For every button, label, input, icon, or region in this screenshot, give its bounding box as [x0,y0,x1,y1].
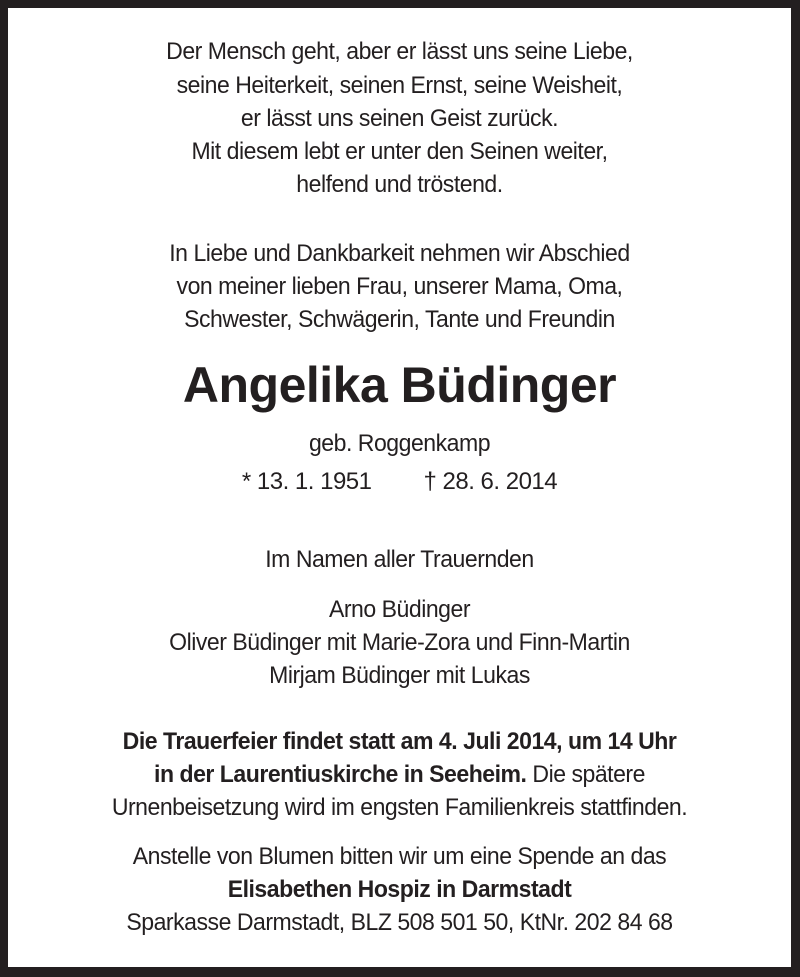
service-line-date: Die Trauerfeier findet statt am 4. Juli 2014, um 14 Uhr [122,728,677,755]
service-line-location [24,761,776,789]
birth-date: * 13. 1. 1951 [241,468,372,495]
poem-line: Mit diesem lebt er unter den Seinen weiter, [191,138,608,165]
poem-line: helfend und tröstend. [296,171,503,198]
poem-line: seine Heiterkeit, seinen Ernst, seine Weisheit, [176,72,623,99]
obituary-notice [8,8,791,967]
poem-line: er lässt uns seinen Geist zurück. [240,105,559,132]
intro-line: von meiner lieben Frau, unserer Mama, Oma, [176,273,623,300]
mourner-name: Mirjam Büdinger mit Lukas [269,662,530,689]
service-line-burial: Urnenbeisetzung wird im engsten Familienkreis stattfinden. [111,794,688,821]
intro-line: Schwester, Schwägerin, Tante und Freundin [184,306,615,333]
mourners-heading: Im Namen aller Trauernden [265,546,534,573]
maiden-name: geb. Roggenkamp [308,430,491,457]
service-location: in der Laurentiuskirche in Seeheim. [154,761,527,788]
donation-recipient: Elisabethen Hospiz in Darmstadt [227,876,572,903]
donation-line: Anstelle von Blumen bitten wir um eine Spende an das [132,843,667,870]
death-date: † 28. 6. 2014 [423,468,558,495]
poem-line: Der Mensch geht, aber er lässt uns seine Liebe, [166,38,633,65]
intro-line: In Liebe und Dankbarkeit nehmen wir Abschied [169,240,630,267]
life-dates [8,468,791,496]
deceased-name: Angelika Büdinger [182,357,617,413]
bank-details: Sparkasse Darmstadt, BLZ 508 501 50, KtNr. 202 84 68 [126,909,673,936]
mourner-name: Arno Büdinger [328,596,471,623]
mourner-name: Oliver Büdinger mit Marie-Zora und Finn-Martin [169,629,630,656]
service-note: Die spätere [526,761,645,788]
